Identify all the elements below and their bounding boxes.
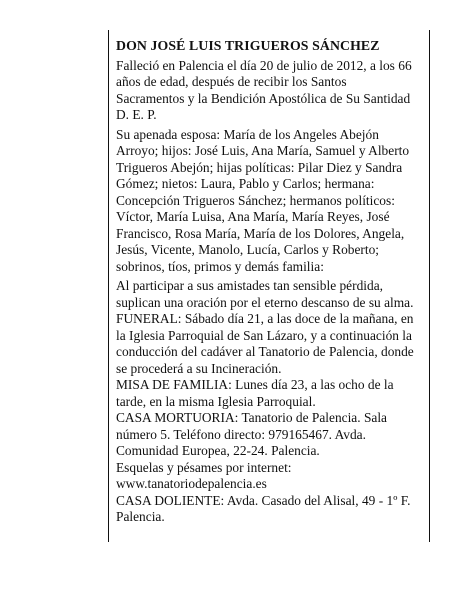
text-line: Concepción Trigueros Sánchez; hermanos políticos: xyxy=(116,192,395,208)
text-line: tarde, en la misma Iglesia Parroquial. xyxy=(116,393,316,409)
text-line: Arroyo; hijos: José Luis, Ana María, Samuel y Alberto xyxy=(116,143,410,158)
text-line: Víctor, María Luisa, Ana María, María Reyes, José xyxy=(116,209,390,224)
text-line: D. E. P. xyxy=(116,107,157,122)
text-line: Trigueros Abejón; hijas políticas: Pilar Diez y Sandra xyxy=(116,159,403,175)
text-line: suplican una oración por el eterno descanso de su alma. xyxy=(116,294,414,310)
text-line: conducción del cadáver al Tanatorio de Palencia, donde xyxy=(116,344,414,359)
text-line: Francisco, Rosa María, María de los Dolores, Angela, xyxy=(116,225,405,241)
prayer-request-paragraph xyxy=(116,278,428,311)
text-line: Esquelas y pésames por internet: xyxy=(116,459,292,475)
text-line: MISA DE FAMILIA: Lunes día 23, a las ocho de la xyxy=(116,377,394,392)
text-line: número 5. Teléfono directo: 979165467. Avda. xyxy=(116,426,366,442)
text-line: sobrinos, tíos, primos y demás familia: xyxy=(116,258,324,274)
notice-title: DON JOSÉ LUIS TRIGUEROS SÁNCHEZ xyxy=(116,38,380,53)
text-line: la Iglesia Parroquial de San Lázaro, y a continuación la xyxy=(116,327,412,343)
website-text: www.tanatoriodepalencia.es xyxy=(116,476,267,491)
text-line: Su apenada esposa: María de los Angeles Abejón xyxy=(116,126,379,142)
text-line: Palencia. xyxy=(116,509,165,524)
family-paragraph xyxy=(116,127,428,276)
text-line: CASA DOLIENTE: Avda. Casado del Alisal, 49 - 1º F. xyxy=(116,492,411,508)
text-line: Falleció en Palencia el día 20 de julio de 2012, a los 66 xyxy=(116,57,412,73)
text-line: CASA MORTUORIA: Tanatorio de Palencia. Sala xyxy=(116,410,387,425)
text-line: Comunidad Europea, 22-24. Palencia. xyxy=(116,443,320,458)
text-line: Jesús, Vicente, Manolo, Lucía, Carlos y Roberto; xyxy=(116,242,379,257)
death-announcement-paragraph xyxy=(116,58,428,124)
text-line: años de edad, después de recibir los Santos xyxy=(116,74,347,89)
family-mass-paragraph xyxy=(116,377,428,410)
text-line: Gómez; nietos: Laura, Pablo y Carlos; hermana: xyxy=(116,176,375,191)
funeral-paragraph xyxy=(116,311,428,377)
obituary-notice xyxy=(116,38,428,526)
text-line: FUNERAL: Sábado día 21, a las doce de la mañana, en xyxy=(116,311,414,326)
text-line: Al participar a sus amistades tan sensible pérdida, xyxy=(116,278,383,293)
family-home-paragraph xyxy=(116,493,428,526)
text-line: Sacramentos y la Bendición Apostólica de Su Santidad xyxy=(116,90,411,106)
funeral-home-paragraph xyxy=(116,410,428,493)
text-line: se procederá a su Incineración. xyxy=(116,360,282,376)
